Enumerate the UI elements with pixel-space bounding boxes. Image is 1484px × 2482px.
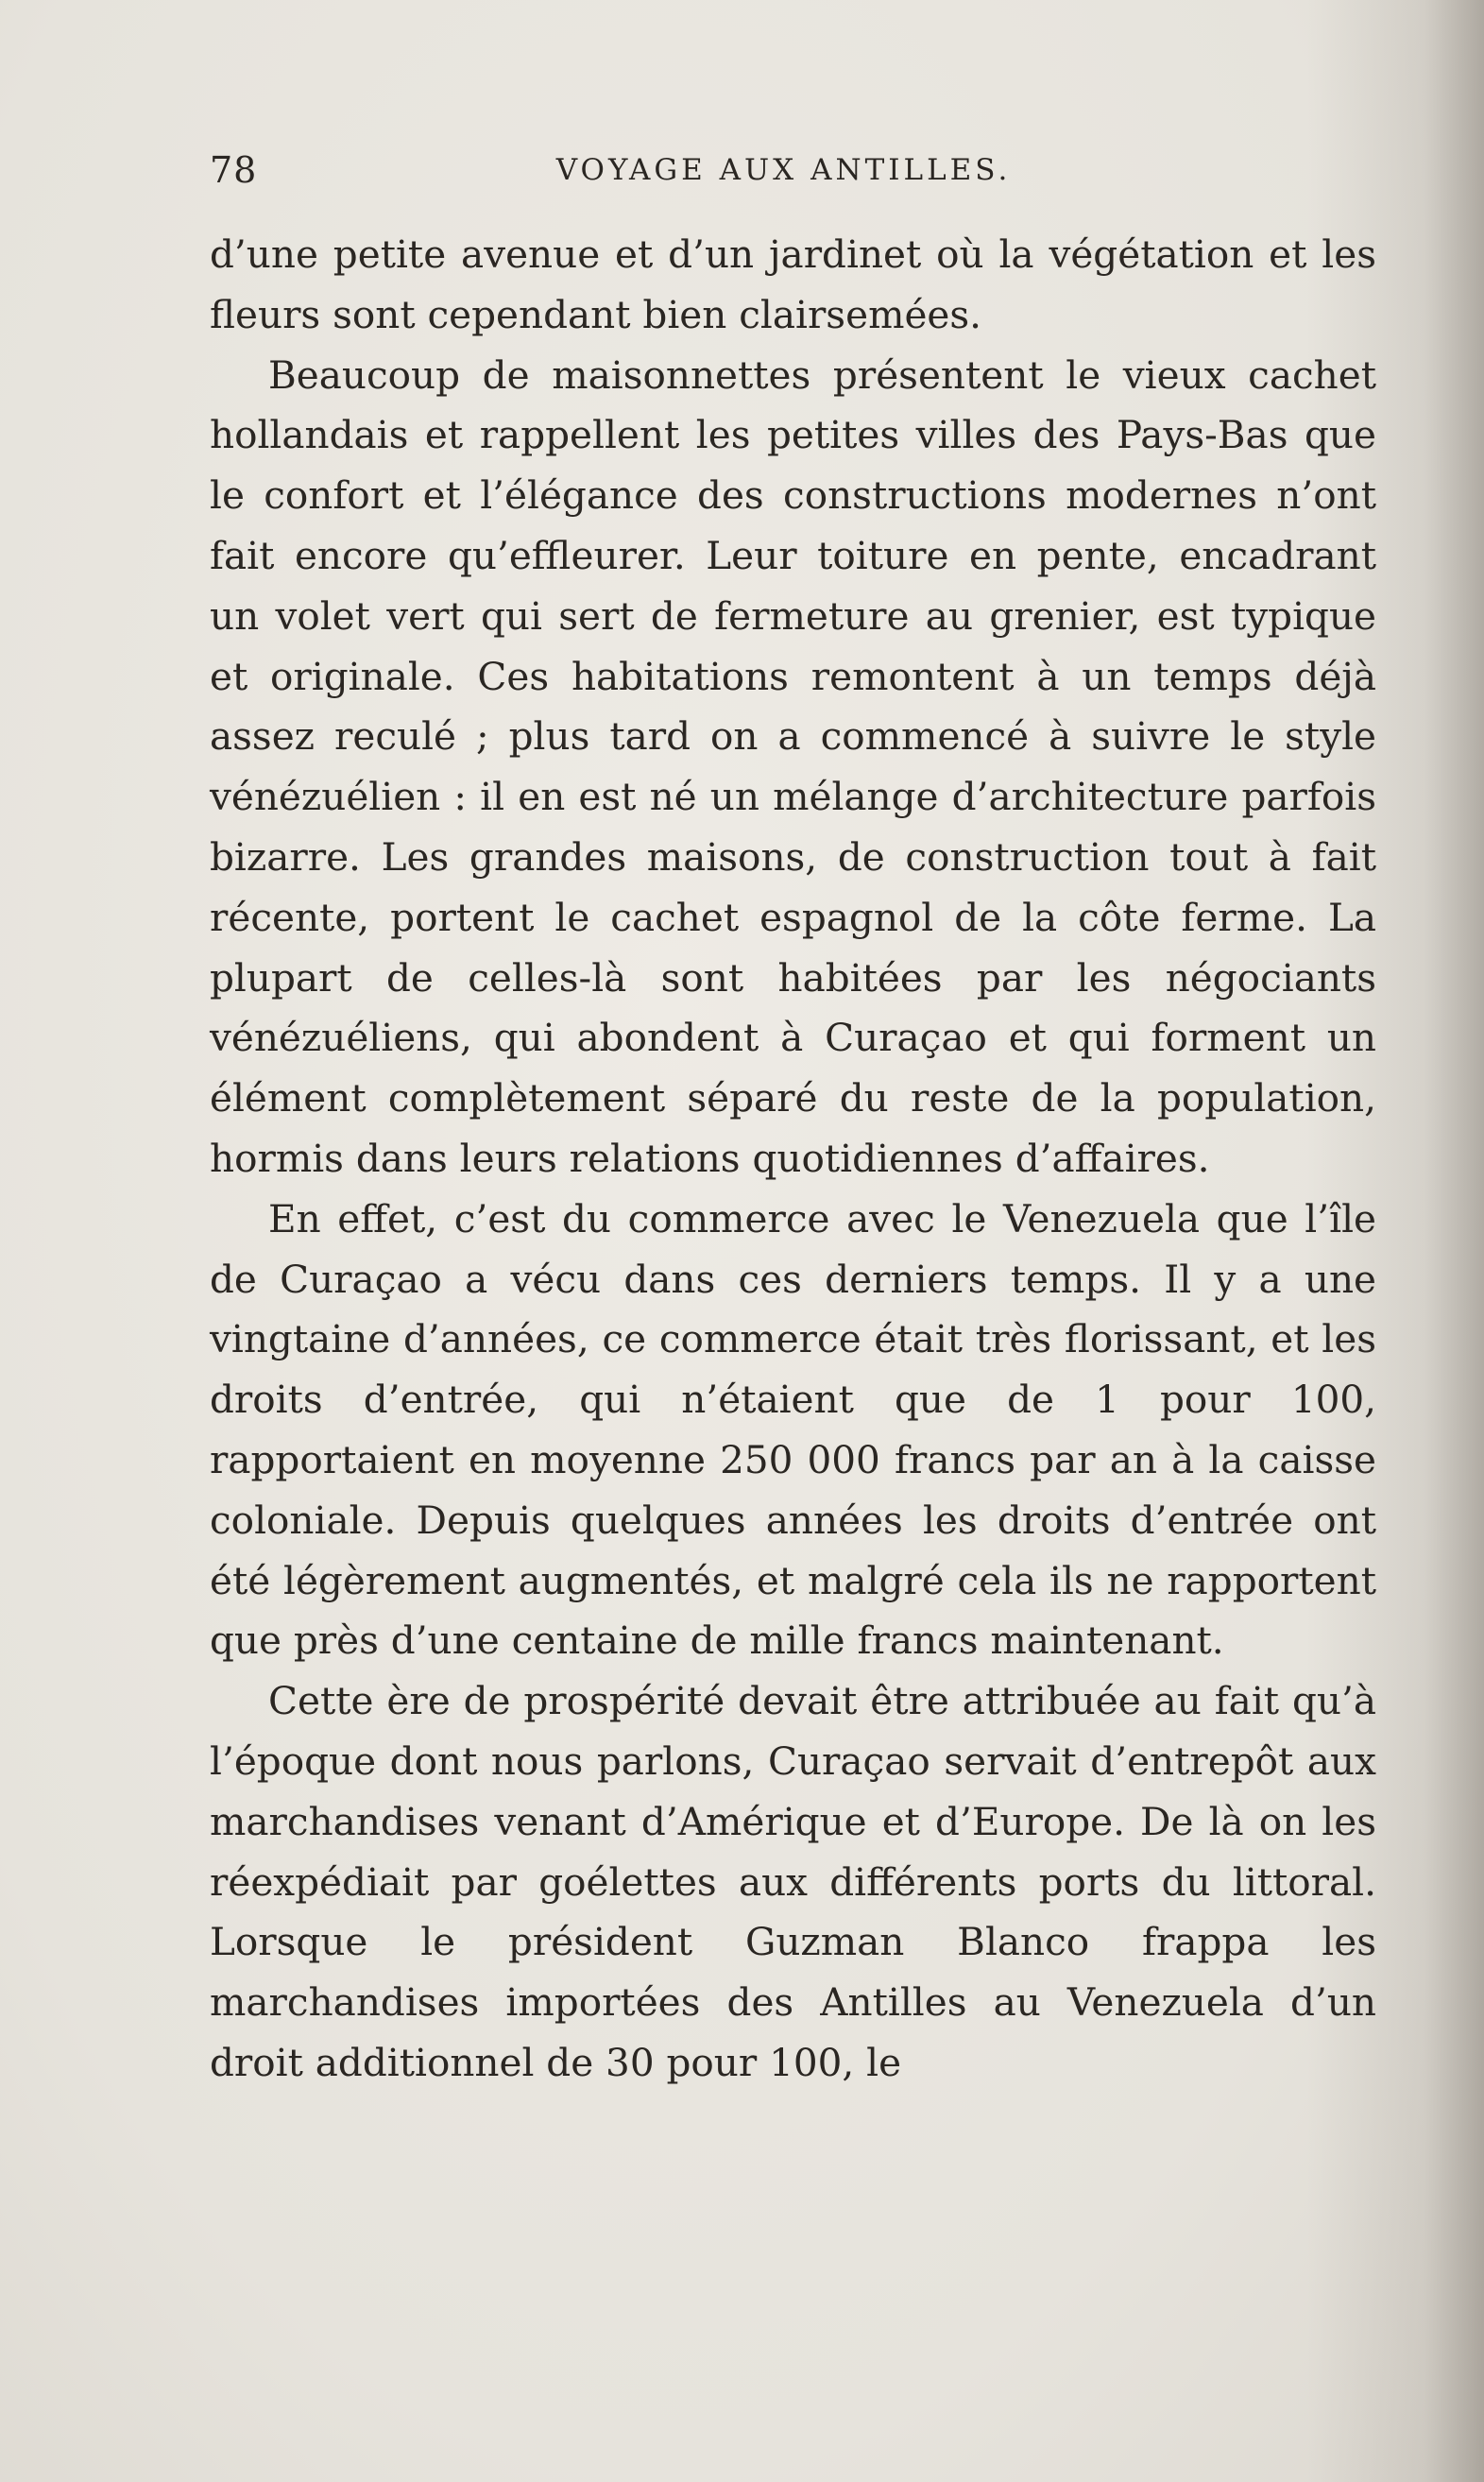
paragraph-prosperity: Cette ère de prospérité devait être attribuée au fait qu’à l’époque dont nous parlons, Curaçao servait d’entrepôt aux marchandises venant d’Amérique et d’Europe. De là on les réexpédiait par goélettes aux différents ports du littoral. Lorsque le président Guzman Blanco frappa les marchandises importées des Antilles au Venezuela d’un droit additionnel de 30 pour 100, le [210,1678,1376,2085]
paragraph-commerce: En effet, c’est du commerce avec le Venezuela que l’île de Curaçao a vécu dans ces derniers temps. Il y a une vingtaine d’années, ce commerce était très florissant, et les droits d’entrée, qui n’étaient que de 1 pour 100, rapportaient en moyenne 250 000 francs par an à la caisse coloniale. Depuis quelques années les droits d’entrée ont été légèrement augmentés, et malgré cela ils ne rapportent que près d’une centaine de mille francs maintenant. [210,1195,1376,1664]
running-title: VOYAGE AUX ANTILLES. [555,153,1012,187]
paragraph-houses: Beaucoup de maisonnettes présentent le vieux cachet hollandais et rappellent les petites villes des Pays-Bas que le confort et l’élégance des constructions modernes n’ont fait encore qu’effleurer. Leur toiture en pente, encadrant un volet vert qui sert de fermeture au grenier, est typique et originale. Ces habitations remontent à un temps déjà assez reculé ; plus tard on a commencé à suivre le style vénézuélien : il en est né un mélange d’architecture parfois bizarre. Les grandes maisons, de construction tout à fait récente, portent le cachet espagnol de la côte ferme. La plupart de celles-là sont habitées par les négociants vénézuéliens, qui abondent à Curaçao et qui forment un élément complètement séparé du reste de la population, hormis dans leurs relations quotidiennes d’affaires. [210,351,1376,1181]
paragraph-continuation: d’une petite avenue et d’un jardinet où la végétation et les fleurs sont cependant bien clairsemées. [210,231,1376,337]
page-number: 78 [210,149,258,191]
body-text [210,225,1376,2094]
page-header [210,144,1357,200]
